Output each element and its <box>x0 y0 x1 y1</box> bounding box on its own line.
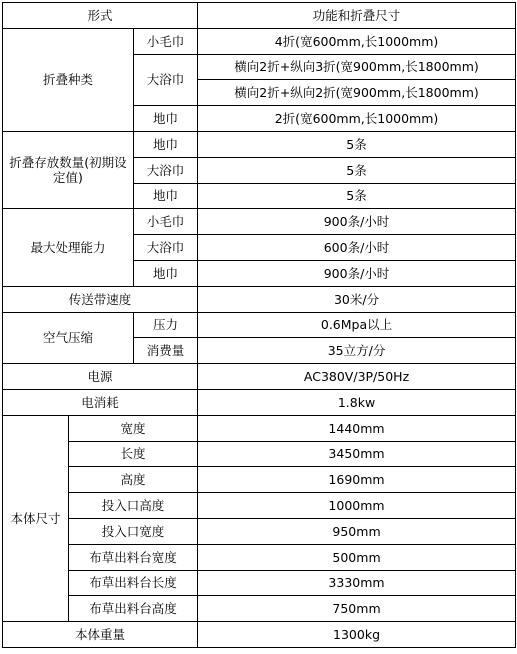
max-capacity-label: 最大处理能力 <box>3 209 134 286</box>
body-size-row-value: 750mm <box>198 596 516 622</box>
body-size-row-value: 1440mm <box>198 415 516 441</box>
body-size-row-label: 布草出料台长度 <box>69 570 198 596</box>
body-weight-value: 1300kg <box>198 622 516 648</box>
power-supply-value: AC380V/3P/50Hz <box>198 364 516 390</box>
body-size-row-label: 布草出料台宽度 <box>69 544 198 570</box>
table-row <box>3 312 516 338</box>
capacity-bath-towel-label: 大浴巾 <box>134 235 198 261</box>
body-size-row-value: 3330mm <box>198 570 516 596</box>
fold-floor-towel-value: 2折(宽600mm,长1000mm) <box>198 106 516 132</box>
fold-small-towel-value: 4折(宽600mm,长1000mm) <box>198 28 516 54</box>
air-pressure-label: 压力 <box>134 312 198 338</box>
conveyor-speed-value: 30米/分 <box>198 286 516 312</box>
power-supply-label: 电源 <box>3 364 198 390</box>
table-row <box>3 28 516 54</box>
fold-floor-towel-label: 地巾 <box>134 106 198 132</box>
capacity-small-towel-value: 900条/小时 <box>198 209 516 235</box>
fold-bath-towel-value-1: 横向2折+纵向3折(宽900mm,长1800mm) <box>198 54 516 80</box>
stack-count-label: 折叠存放数量(初期设定值) <box>3 131 134 208</box>
table-row <box>3 596 516 622</box>
body-size-row-label: 高度 <box>69 467 198 493</box>
table-row <box>3 441 516 467</box>
body-size-row-value: 3450mm <box>198 441 516 467</box>
table-row <box>3 415 516 441</box>
table-row <box>3 364 516 390</box>
fold-types-label: 折叠种类 <box>3 28 134 131</box>
body-size-row-value: 950mm <box>198 518 516 544</box>
capacity-floor-towel-value: 900条/小时 <box>198 260 516 286</box>
stack-bath-towel-value: 5条 <box>198 157 516 183</box>
body-size-row-label: 投入口高度 <box>69 493 198 519</box>
body-size-row-value: 500mm <box>198 544 516 570</box>
air-consumption-value: 35立方/分 <box>198 338 516 364</box>
body-size-row-label: 布草出料台高度 <box>69 596 198 622</box>
air-pressure-value: 0.6Mpa以上 <box>198 312 516 338</box>
body-size-label: 本体尺寸 <box>3 415 69 621</box>
body-size-row-value: 1000mm <box>198 493 516 519</box>
table-row <box>3 389 516 415</box>
table-row <box>3 131 516 157</box>
header-row <box>3 3 516 29</box>
table-row <box>3 518 516 544</box>
table-row <box>3 570 516 596</box>
power-consumption-label: 电消耗 <box>3 389 198 415</box>
table-row <box>3 622 516 648</box>
table-row <box>3 493 516 519</box>
header-function-size: 功能和折叠尺寸 <box>198 3 516 29</box>
stack-floor-towel-label: 地巾 <box>134 131 198 157</box>
stack-bath-towel-label: 大浴巾 <box>134 157 198 183</box>
table-row <box>3 286 516 312</box>
capacity-bath-towel-value: 600条/小时 <box>198 235 516 261</box>
fold-bath-towel-value-2: 横向2折+纵向2折(宽900mm,长1800mm) <box>198 80 516 106</box>
fold-bath-towel-label: 大浴巾 <box>134 54 198 106</box>
body-weight-label: 本体重量 <box>3 622 198 648</box>
table-row <box>3 209 516 235</box>
stack-floor-towel-value: 5条 <box>198 131 516 157</box>
body-size-row-label: 宽度 <box>69 415 198 441</box>
stack-floor-towel-2-value: 5条 <box>198 183 516 209</box>
body-size-row-value: 1690mm <box>198 467 516 493</box>
power-consumption-value: 1.8kw <box>198 389 516 415</box>
table-row <box>3 467 516 493</box>
air-consumption-label: 消费量 <box>134 338 198 364</box>
fold-small-towel-label: 小毛巾 <box>134 28 198 54</box>
body-size-row-label: 长度 <box>69 441 198 467</box>
body-size-row-label: 投入口宽度 <box>69 518 198 544</box>
spec-table <box>2 2 516 648</box>
table-row <box>3 544 516 570</box>
air-compression-label: 空气压缩 <box>3 312 134 364</box>
capacity-small-towel-label: 小毛巾 <box>134 209 198 235</box>
capacity-floor-towel-label: 地巾 <box>134 260 198 286</box>
stack-floor-towel-2-label: 地巾 <box>134 183 198 209</box>
header-form: 形式 <box>3 3 198 29</box>
conveyor-speed-label: 传送带速度 <box>3 286 198 312</box>
